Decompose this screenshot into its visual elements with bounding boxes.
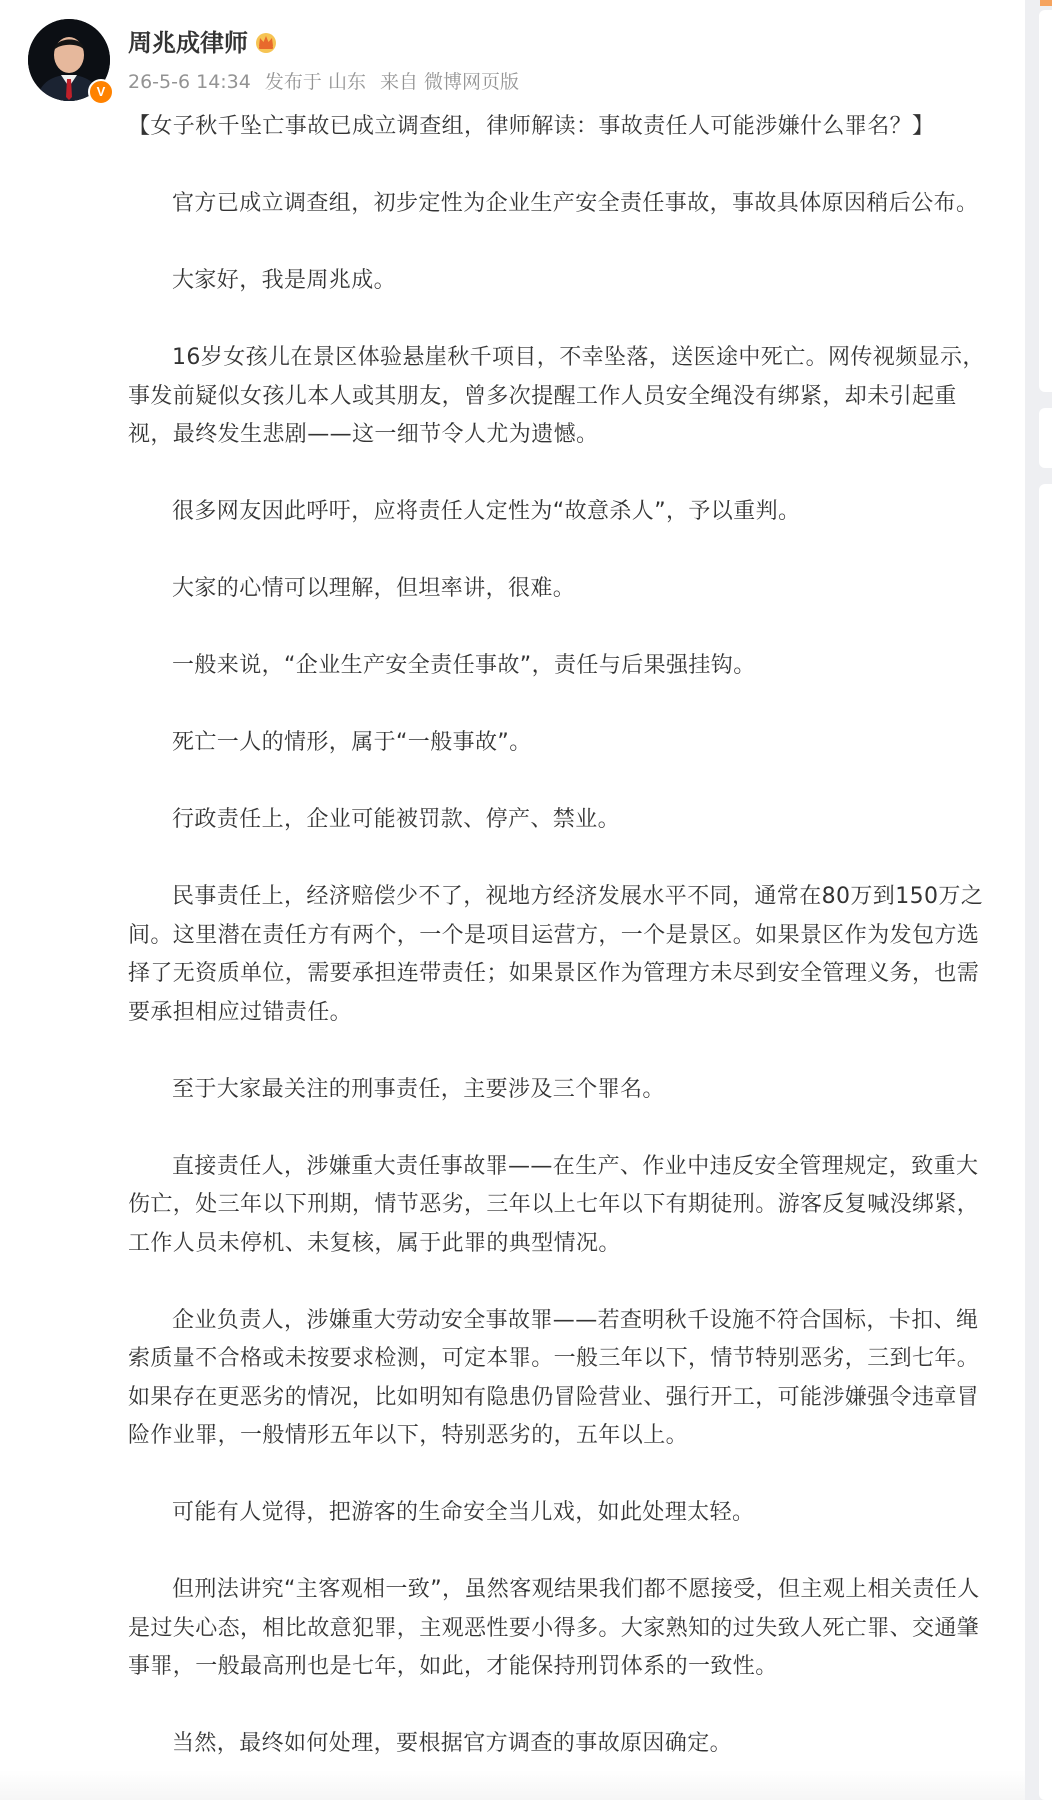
post-paragraph: 一般来说，“企业生产安全责任事故”，责任与后果强挂钩。 [172, 653, 756, 678]
post-paragraph: 但刑法讲究“主客观相一致”，虽然客观结果我们都不愿接受，但主观上相关责任人是过失心态，相比故意犯罪，主观恶性要小得多。大家熟知的过失致人死亡罪、交通肇事罪，一般最高刑也是七年，如此，才能保持刑罚体系的一致性。 [128, 1577, 980, 1679]
post-body [128, 108, 996, 1764]
verified-badge-icon: V [88, 79, 114, 105]
post-location: 发布于 山东 [264, 71, 366, 93]
post-paragraph: 至于大家最关注的刑事责任，主要涉及三个罪名。 [172, 1076, 665, 1102]
post-paragraph: 16岁女孩儿在景区体验悬崖秋千项目，不幸坠落，送医途中死亡。网传视频显示，事发前疑似女孩儿本人或其朋友，曾多次提醒工作人员安全绳没有绑紧，却未引起重视，最终发生悲剧——这一细节令人尤为遗憾。 [128, 345, 985, 447]
sidebar-accent [1040, 0, 1052, 6]
post-time[interactable]: 26-5-6 14:34 [128, 71, 251, 93]
post-paragraph: 官方已成立调查组，初步定性为企业生产安全责任事故，事故具体原因稍后公布。 [172, 191, 979, 216]
post-paragraph: 行政责任上，企业可能被罚款、停产、禁业。 [172, 807, 621, 832]
sidebar-card [1039, 484, 1052, 1800]
bottom-fade [0, 1770, 1025, 1800]
post-paragraph: 企业负责人，涉嫌重大劳动安全事故罪——若查明秋千设施不符合国标，卡扣、绳索质量不合格或未按要求检测，可定本罪。一般三年以下，情节特别恶劣，三到七年。如果存在更恶劣的情况，比如明知有隐患仍冒险营业、强行开工，可能涉嫌强令违章冒险作业罪，一般情形五年以下，特别恶劣的，五年以上。 [128, 1307, 980, 1448]
post-paragraph: 直接责任人，涉嫌重大责任事故罪——在生产、作业中违反安全管理规定，致重大伤亡，处三年以下刑期，情节恶劣，三年以上七年以下有期徒刑。游客反复喊没绑紧，工作人员未停机、未复核，属于此罪的典型情况。 [128, 1153, 980, 1256]
post-paragraph: 可能有人觉得，把游客的生命安全当儿戏，如此处理太轻。 [172, 1500, 755, 1525]
post-source: 来自 微博网页版 [380, 71, 520, 93]
post-title: 【女子秋千坠亡事故已成立调查组，律师解读：事故责任人可能涉嫌什么罪名？】 [128, 114, 935, 139]
crown-icon [253, 29, 279, 55]
post-paragraph: 很多网友因此呼吁，应将责任人定性为“故意杀人”，予以重判。 [172, 499, 801, 524]
sidebar-card [1039, 408, 1052, 468]
post-paragraph: 死亡一人的情形，属于“一般事故”。 [172, 730, 532, 755]
post-paragraph: 大家的心情可以理解，但坦率讲，很难。 [172, 576, 576, 601]
post-paragraph: 大家好，我是周兆成。 [172, 268, 397, 293]
post-paragraph: 当然，最终如何处理，要根据官方调查的事故原因确定。 [172, 1731, 733, 1756]
post-meta [128, 68, 527, 96]
user-name[interactable]: 周兆成律师 [128, 29, 248, 57]
post-paragraph: 民事责任上，经济赔偿少不了，视地方经济发展水平不同，通常在80万到150万之间。这里潜在责任方有两个，一个是项目运营方，一个是景区。如果景区作为发包方选择了无资质单位，需要承担连带责任；如果景区作为管理方未尽到安全管理义务，也需要承担相应过错责任。 [128, 884, 984, 1025]
sidebar-card [1039, 10, 1052, 392]
